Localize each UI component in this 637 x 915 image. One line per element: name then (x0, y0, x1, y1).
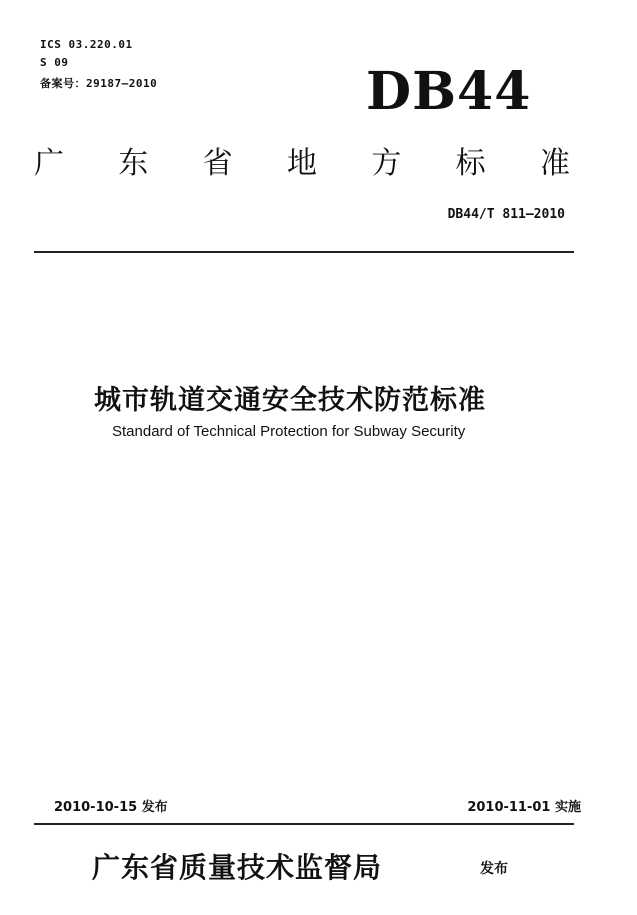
classification-code: S 09 (40, 56, 69, 69)
standard-type-char: 地 (286, 146, 317, 181)
document-title-chinese: 城市轨道交通安全技术防范标准 (94, 385, 486, 416)
ics-code: ICS 03.220.01 (40, 38, 133, 51)
issue-date: 2010-10-15 发布 (54, 800, 168, 815)
standard-code-logo: DB44 (366, 61, 532, 122)
standard-type-char: 广 (34, 146, 64, 181)
standard-type-heading (34, 144, 570, 184)
standard-number: DB44/T 811—2010 (447, 207, 565, 222)
standard-type-char: 准 (539, 146, 570, 181)
issue-label: 发布 (480, 861, 508, 877)
implementation-date: 2010-11-01 实施 (467, 800, 581, 815)
top-divider (34, 251, 574, 253)
standard-type-char: 标 (455, 146, 486, 181)
standard-type-char: 省 (202, 146, 233, 181)
issuing-authority: 广东省质量技术监督局 (92, 851, 383, 884)
bottom-divider (34, 823, 574, 825)
document-title-english: Standard of Technical Protection for Subway Security (112, 423, 466, 440)
standard-type-char: 东 (118, 146, 149, 181)
registration-number: 备案号：29187—2010 (40, 77, 158, 90)
standard-type-char: 方 (371, 146, 402, 181)
